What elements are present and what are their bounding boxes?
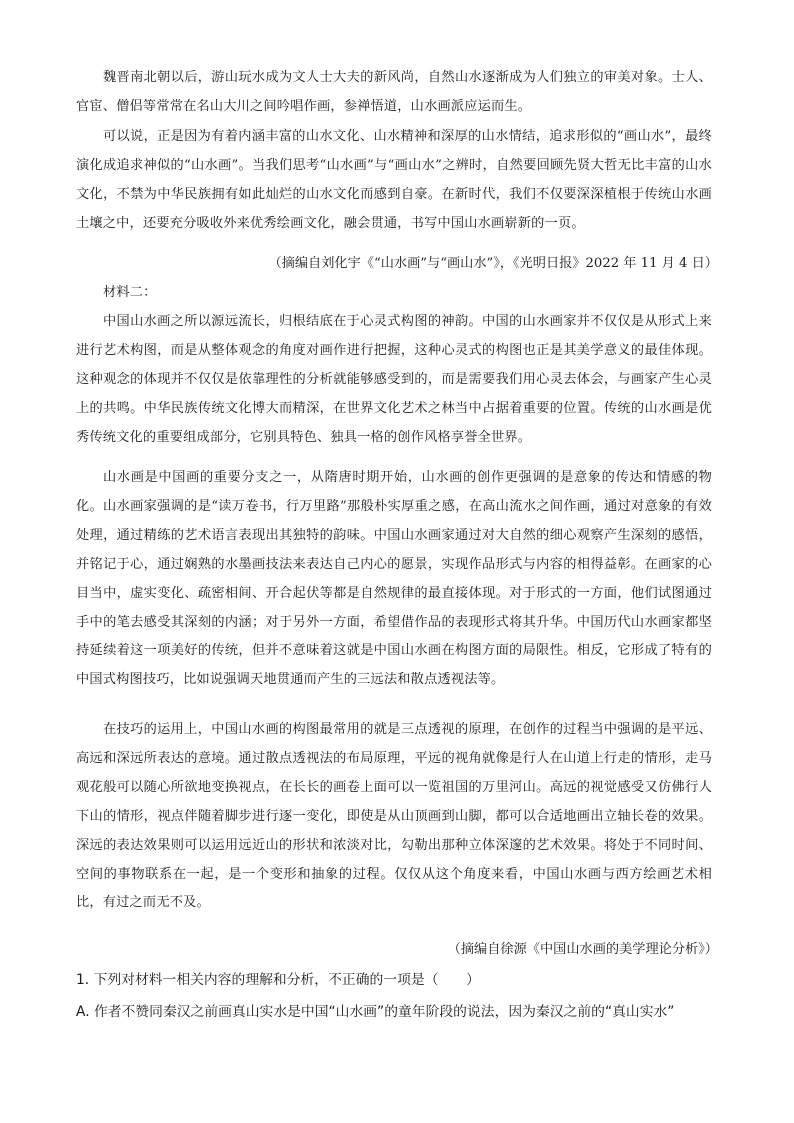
material-two-paragraph-3: 在技巧的运用上，中国山水画的构图最常用的就是三点透视的原理，在创作的过程当中强调的是平远、高远和深远所表达的意境。通过散点透视法的布局原理，平远的视角就像是行人在山道上行走的情形，走马观花般可以随心所欲地变换视点，在长长的画卷上面可以一览祖国的万里河山。高远的视觉感受又仿佛行人下山的情形，视点伴随着脚步进行逐一变化，即使是从山顶画到山脚，都可以合适地画出立轴长卷的效果。深远的表达效果则可以运用远近山的形状和浓淡对比，勾勒出那种立体深邃的艺术效果。将处于不同时间、空间的事物联系在一起，是一个变形和抽象的过程。仅仅从这个角度来看，中国山水画与西方绘画艺术相比，有过之而无不及。	[76, 722, 712, 911]
material-two-paragraph-2: 山水画是中国画的重要分支之一，从隋唐时期开始，山水画的创作更强调的是意象的传达和情感的物化。山水画家强调的是“读万卷书，行万里路”那般朴实厚重之感，在高山流水之间作画，通过对意象的有效处理，通过精练的艺术语言表现出其独特的韵味。中国山水画家通过对大自然的细心观察产生深刻的感悟，并铭记于心，通过娴熟的水墨画技法来表达自己内心的愿景，实现作品形式与内容的相得益彰。在画家的心目当中，虚实变化、疏密相间、开合起伏等都是自然规律的最直接体现。对于形式的一方面，他们试图通过手中的笔去感受其深刻的内涵；对于另外一方面，希望借作品的表现形式将其升华。中国历代山水画家都坚持延续着这一项美好的传统，但并不意味着这就是中国山水画在构图方面的局限性。相反，它形成了特有的中国式构图技巧，比如说强调天地贯通而产生的三远法和散点透视法等。	[76, 470, 712, 688]
question-1-option-a: A. 作者不赞同秦汉之前画真山实水是中国“山水画”的童年阶段的说法，因为秦汉之前的“真山实水”	[76, 1004, 675, 1020]
material-one-paragraph-2: 可以说，正是因为有着内涵丰富的山水文化、山水精神和深厚的山水情结，追求形似的“画山水”，最终演化成追求神似的“山水画”。当我们思考“山水画”与“画山水”之辨时，自然要回顾先贤大哲无比丰富的山水文化，不禁为中华民族拥有如此灿烂的山水文化而感到自豪。在新时代，我们不仅要深深植根于传统山水画土壤之中，还要充分吸收外来优秀绘画文化，融会贯通，书写中国山水画崭新的一页。	[76, 129, 712, 231]
material-two-heading: 材料二：	[103, 285, 157, 300]
material-two-source: （摘编自徐源《中国山水画的美学理论分析》）	[447, 942, 718, 957]
question-1-stem: 1. 下列对材料一相关内容的理解和分析，不正确的一项是（ ）	[76, 972, 480, 988]
material-one-source: （摘编自刘化宇《“山水画”与“画山水”》，《光明日报》2022 年 11 月 4 日）	[268, 256, 718, 271]
material-two-paragraph-1: 中国山水画之所以源远流长，归根结底在于心灵式构图的神韵。中国的山水画家并不仅仅是从形式上来进行艺术构图，而是从整体观念的角度对画作进行把握，这种心灵式的构图也正是其美学意义的最佳体现。这种观念的体现并不仅仅是依靠理性的分析就能够感受到的，而是需要我们用心灵去体会，与画家产生心灵上的共鸣。中华民族传统文化博大而精深，在世界文化艺术之林当中占据着重要的位置。传统的山水画是优秀传统文化的重要组成部分，它别具特色、独具一格的创作风格享誉全世界。	[76, 314, 712, 445]
material-one-paragraph-1: 魏晋南北朝以后，游山玩水成为文人士大夫的新风尚，自然山水逐渐成为人们独立的审美对象。士人、官宦、僧侣等常常在名山大川之间吟唱作画，参禅悟道，山水画派应运而生。	[76, 70, 712, 114]
